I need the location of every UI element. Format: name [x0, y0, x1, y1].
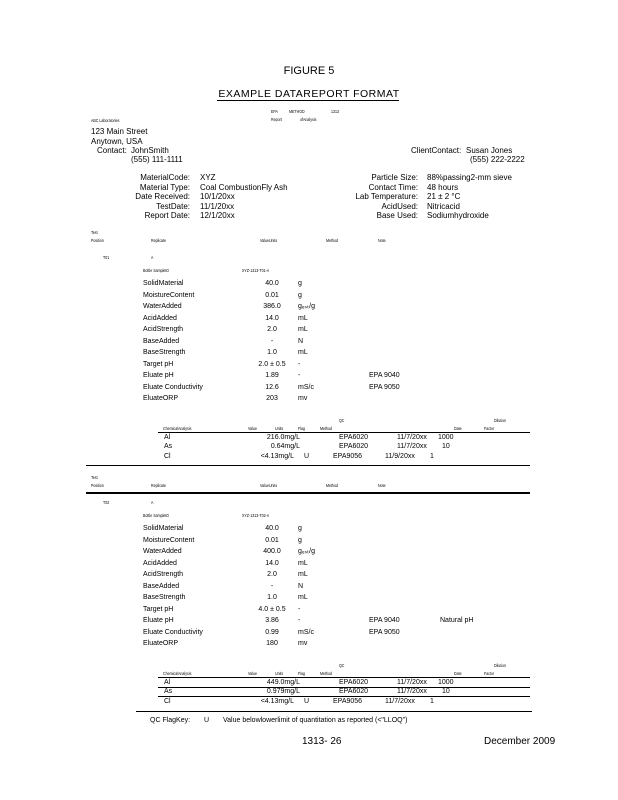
parameter-value: -: [270, 582, 274, 590]
chem-name: Al: [164, 679, 171, 686]
parameter-label: BaseStrength: [143, 349, 186, 356]
title-underline: [217, 100, 399, 101]
chem-name: As: [164, 443, 173, 451]
parameter-unit: g: [298, 291, 302, 299]
footnote-rule: [136, 711, 532, 712]
chem-method: EPA6020: [339, 688, 369, 696]
parameter-unit: gₑₛₜ/g: [298, 303, 316, 310]
chem-date: 11/7/20xx: [397, 434, 427, 441]
test-position: T01: [103, 255, 110, 260]
col-header-test: Test: [91, 230, 98, 235]
parameter-value: 2.0: [267, 571, 277, 578]
parameter-label: SolidMaterial: [143, 280, 184, 287]
lab-contact-label: Contact:: [97, 146, 127, 155]
chem-flag: U: [304, 452, 310, 460]
client-contact-label: ClientContact:: [411, 146, 462, 155]
parameter-value: 2.0: [267, 326, 277, 333]
info-value: XYZ: [200, 173, 216, 182]
sample-id-label: Bottle SampleID: [143, 513, 170, 518]
parameter-value: 40.0: [265, 280, 279, 287]
chem-header-rule: [158, 677, 530, 678]
qc-flag-code: U: [204, 717, 210, 724]
col-header-value-units: ValueUnits: [260, 483, 278, 488]
chem-header-chemical-analysis: ChemicalAnalysis: [163, 426, 192, 431]
parameter-label: AcidAdded: [143, 314, 177, 322]
chem-value: 0.64mg/L: [270, 443, 300, 451]
chem-value: 449.0mg/L: [266, 679, 300, 686]
info-label: TestDate:: [156, 201, 190, 211]
parameter-label: Eluate pH: [143, 372, 174, 379]
parameter-value: 0.99: [265, 628, 279, 636]
chem-dilution: 10: [442, 688, 450, 696]
col-header-test: Test: [91, 475, 98, 480]
parameter-unit: mS/c: [298, 383, 314, 391]
parameter-label: WaterAdded: [143, 303, 182, 310]
method-epa: EPA: [271, 109, 278, 114]
chem-date: 11/7/20xx: [397, 443, 427, 451]
info-label: Material Type:: [139, 182, 190, 192]
parameter-label: SolidMaterial: [143, 525, 184, 532]
parameter-method: EPA 9040: [369, 372, 400, 379]
parameter-unit: mS/c: [298, 628, 314, 636]
chem-method: EPA6020: [339, 434, 369, 441]
info-value: Nitricacid: [427, 201, 460, 211]
chem-value: <4.13mg/L: [260, 452, 294, 460]
parameter-label: Target pH: [143, 360, 174, 368]
chem-header-qc: QC: [339, 663, 345, 668]
info-value: 10/1/20xx: [200, 192, 235, 202]
chem-dilution: 1: [430, 697, 434, 705]
col-header-position: Position: [91, 238, 104, 243]
parameter-value: 180: [266, 640, 278, 647]
chem-flag: U: [304, 697, 310, 705]
chem-header-rule: [158, 432, 530, 433]
parameter-value: 0.01: [265, 291, 279, 299]
figure-label: FIGURE 5: [283, 65, 335, 77]
parameter-unit: mL: [298, 559, 308, 567]
parameter-note: Natural pH: [440, 617, 474, 624]
chem-header-date: Date: [454, 671, 462, 676]
chem-header-factor: Factor: [484, 671, 495, 676]
parameter-value: 1.89: [265, 372, 279, 379]
parameter-label: EluateORP: [143, 640, 179, 647]
parameter-value: 1.0: [267, 594, 277, 601]
parameter-unit: mv: [298, 395, 308, 402]
chem-header-units: Units: [275, 426, 284, 431]
parameter-value: 14.0: [265, 314, 279, 322]
chem-name: Cl: [164, 452, 171, 460]
chem-value: <4.13mg/L: [260, 697, 294, 705]
parameter-label: BaseAdded: [143, 337, 180, 345]
method-method: METHOD: [289, 109, 305, 114]
sample-id: XYZ-1313-T01-A: [242, 268, 270, 273]
chem-date: 11/9/20xx: [385, 452, 415, 460]
chem-dilution: 10: [442, 443, 450, 451]
info-value: Sodiumhydroxide: [427, 211, 489, 221]
col-header-method: Method: [326, 238, 339, 243]
parameter-label: WaterAdded: [143, 548, 182, 555]
info-label: Particle Size:: [371, 173, 418, 182]
parameter-method: EPA 9050: [369, 628, 400, 636]
parameter-unit: mv: [298, 640, 308, 647]
parameter-value: 3.86: [265, 617, 279, 624]
info-label: Report Date:: [144, 211, 190, 221]
info-label: Contact Time:: [368, 182, 418, 192]
chem-header-units: Units: [275, 671, 284, 676]
chem-date: 11/7/20xx: [397, 688, 427, 696]
chem-header-factor: Factor: [484, 426, 495, 431]
method-report: Report: [271, 117, 282, 122]
info-label: Lab Temperature:: [355, 192, 418, 202]
chem-header-method: Method: [320, 671, 333, 676]
parameter-unit: g: [298, 536, 302, 544]
parameter-value: 1.0: [267, 349, 277, 356]
parameter-unit: mL: [298, 571, 308, 578]
chem-name: As: [164, 688, 173, 696]
page-number: 1313- 26: [302, 736, 342, 747]
chem-dilution: 1000: [438, 679, 454, 686]
chem-value: 216.0mg/L: [266, 434, 300, 441]
parameter-value: 203: [266, 395, 278, 402]
info-value: 48 hours: [427, 182, 459, 192]
parameter-unit: mL: [298, 326, 308, 333]
test-position: T02: [103, 500, 110, 505]
qc-flag-key-label: QC FlagKey:: [150, 717, 191, 724]
parameter-label: AcidStrength: [143, 326, 184, 333]
chem-dilution: 1: [430, 452, 434, 460]
col-header-position: Position: [91, 483, 104, 488]
sample-id: XYZ-1313-T02-A: [242, 513, 270, 518]
section-rule: [86, 492, 530, 494]
chem-header-value: Value: [248, 671, 257, 676]
parameter-unit: -: [298, 360, 301, 368]
parameter-unit: mL: [298, 594, 308, 601]
parameter-label: Eluate Conductivity: [143, 383, 203, 391]
lab-name: ABC Laboratories: [91, 118, 120, 123]
chem-value: 0.979mg/L: [266, 688, 300, 696]
parameter-unit: -: [298, 372, 301, 379]
parameter-label: MoistureContent: [143, 291, 195, 299]
parameter-unit: gₑₛₜ/g: [298, 548, 316, 555]
client-contact-name: Susan Jones: [466, 146, 513, 155]
parameter-label: MoistureContent: [143, 536, 195, 544]
parameter-label: Target pH: [143, 605, 174, 613]
chem-method: EPA9056: [333, 452, 363, 460]
qc-flag-description: Value belowlowerlimit of quantitation as reported (<"LLOQ"): [223, 717, 408, 724]
info-label: Date Received:: [135, 192, 190, 202]
chem-header-date: Date: [454, 426, 462, 431]
col-header-value-units: ValueUnits: [260, 238, 278, 243]
parameter-value: 400.0: [263, 548, 281, 555]
parameter-unit: mL: [298, 349, 308, 356]
parameter-label: BaseAdded: [143, 582, 180, 590]
parameter-label: Eluate Conductivity: [143, 628, 203, 636]
method-analysis: ofAnalysis: [300, 117, 317, 122]
parameter-label: AcidStrength: [143, 571, 184, 578]
col-header-note: Note: [378, 238, 386, 243]
parameter-label: Eluate pH: [143, 617, 174, 624]
method-number: 1313: [331, 109, 340, 114]
block-end-rule: [86, 465, 530, 466]
chem-header-flag: Flag: [298, 426, 306, 431]
lab-contact-name: JohnSmith: [131, 146, 169, 155]
parameter-unit: -: [298, 617, 301, 624]
chem-method: EPA6020: [339, 679, 369, 686]
replicate: A: [151, 255, 154, 260]
parameter-value: 12.6: [265, 383, 279, 391]
chem-date: 11/7/20xx: [397, 679, 427, 686]
info-value: 88%passing2-mm sieve: [427, 173, 512, 182]
info-value: Coal CombustionFly Ash: [200, 182, 288, 192]
parameter-value: 386.0: [263, 303, 281, 310]
col-header-note: Note: [378, 483, 386, 488]
chem-name: Al: [164, 434, 171, 441]
info-label: Base Used:: [376, 211, 418, 221]
chem-header-dilution: Dilution: [494, 418, 507, 423]
col-header-method: Method: [326, 483, 339, 488]
info-value: 11/1/20xx: [200, 201, 235, 211]
chem-method: EPA6020: [339, 443, 369, 451]
chem-header-chemical-analysis: ChemicalAnalysis: [163, 671, 192, 676]
parameter-unit: g: [298, 280, 302, 287]
parameter-label: BaseStrength: [143, 594, 186, 601]
parameter-unit: N: [298, 337, 304, 345]
lab-city: Anytown, USA: [91, 137, 143, 146]
parameter-label: AcidAdded: [143, 559, 177, 567]
parameter-value: 0.01: [265, 536, 279, 544]
footer-date: December 2009: [484, 736, 556, 747]
parameter-value: 40.0: [265, 525, 279, 532]
info-value: 21 ± 2 °C: [427, 192, 461, 202]
replicate: A: [151, 500, 154, 505]
lab-contact-phone: (555) 111-1111: [131, 155, 183, 164]
chem-date: 11/7/20xx: [385, 697, 415, 705]
parameter-method: EPA 9050: [369, 383, 400, 391]
parameter-unit: g: [298, 525, 302, 532]
col-header-replicate: Replicate: [151, 238, 167, 243]
page-title: EXAMPLE DATAREPORT FORMAT: [218, 88, 400, 100]
col-header-replicate: Replicate: [151, 483, 167, 488]
chem-header-dilution: Dilution: [494, 663, 507, 668]
parameter-value: -: [270, 337, 274, 345]
chem-header-method: Method: [320, 426, 333, 431]
info-label: MaterialCode:: [140, 173, 190, 182]
chem-header-flag: Flag: [298, 671, 306, 676]
parameter-unit: N: [298, 582, 304, 590]
sample-id-label: Bottle SampleID: [143, 268, 170, 273]
parameter-value: 14.0: [265, 559, 279, 567]
chem-header-value: Value: [248, 426, 257, 431]
parameter-unit: -: [298, 605, 301, 613]
parameter-method: EPA 9040: [369, 617, 400, 624]
chem-name: Cl: [164, 697, 171, 705]
parameter-value: 2.0 ± 0.5: [258, 360, 286, 368]
info-label: AcidUsed:: [381, 201, 418, 211]
lab-street: 123 Main Street: [91, 127, 148, 136]
chem-method: EPA9056: [333, 697, 363, 705]
chem-header-qc: QC: [339, 418, 345, 423]
info-value: 12/1/20xx: [200, 211, 235, 221]
chem-dilution: 1000: [438, 434, 454, 441]
client-contact-phone: (555) 222-2222: [470, 155, 525, 164]
parameter-value: 4.0 ± 0.5: [258, 605, 286, 613]
parameter-label: EluateORP: [143, 395, 179, 402]
parameter-unit: mL: [298, 314, 308, 322]
